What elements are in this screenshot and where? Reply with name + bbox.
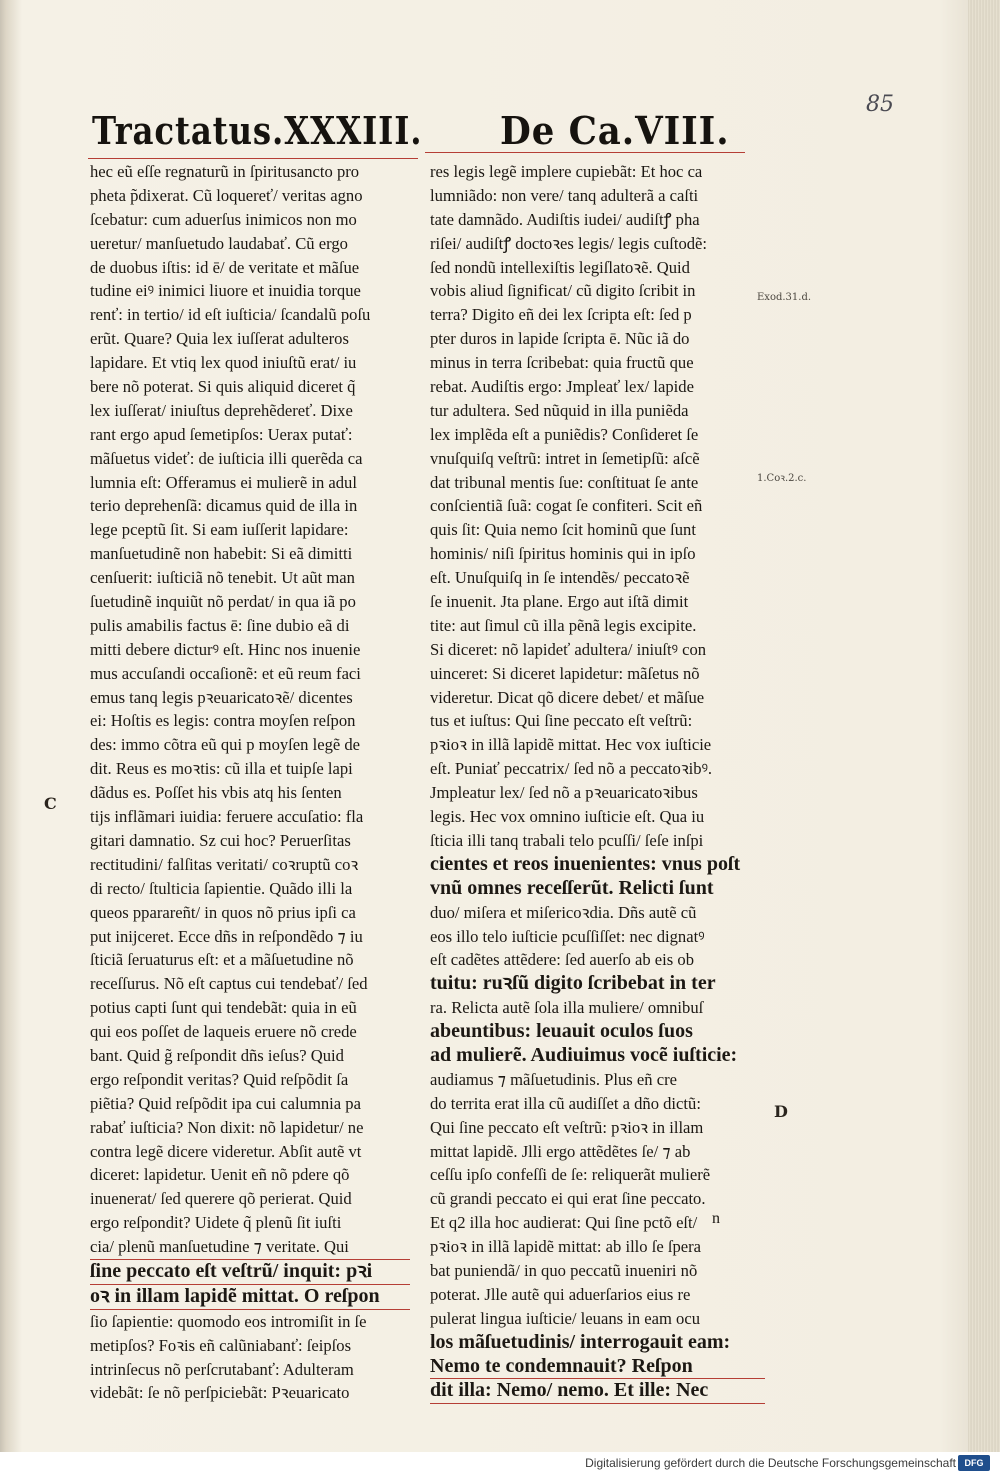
rubric-rule-right — [425, 152, 745, 153]
text-line: emus tanq legis pꝛeuaricatoꝛẽ/ dicentes — [90, 687, 353, 707]
text-line: eſt. Puniať peccatrix/ ſed nõ a peccatoꝛibꝰ. — [430, 759, 713, 779]
text-line: renť: in tertio/ id eſt iuſticia/ ſcandalũ poſu — [90, 305, 371, 325]
text-line: vnũ omnes receſſerũt. Relicti ſunt — [430, 876, 714, 899]
text-line: ergo reſpondit veritas? Quid reſpõdit ſa — [90, 1069, 349, 1089]
marginal-note-exodus: Exod.31.d. — [757, 292, 812, 303]
text-line: audiamus ⁊ mãſuetudinis. Plus eñ cre — [430, 1069, 677, 1089]
text-line: uinceret: Si diceret lapidetur: mãſetus nõ — [430, 663, 700, 683]
text-line: Jmpleatur lex/ ſed nõ a pꝛeuaricatoꝛibus — [430, 783, 698, 803]
text-line: duo/ miſera et miſericoꝛdia. Dñs autẽ cũ — [430, 902, 697, 922]
text-line: ſine peccato eſt veſtrũ/ inquit: pꝛi — [90, 1260, 410, 1285]
text-line: receſſurus. Nõ eſt captus cui tendebať/ ſed — [90, 974, 368, 994]
text-line: pꝛioꝛ in illã lapidẽ mittat: ab illo ſe ſpera — [430, 1237, 702, 1257]
text-line: eſt. Unuſquiſq in ſe intendẽs/ peccatoꝛẽ — [430, 568, 690, 588]
text-line: lumniãdo: non vere/ tanq adulterã a caſti — [430, 185, 699, 205]
text-line: hec eũ eſſe regnaturũ in ſpiritusancto pro — [90, 162, 360, 181]
rubric-rule-left — [88, 158, 418, 159]
text-line: bere nõ poterat. Si quis aliquid diceret q̃ — [90, 377, 356, 397]
text-line: ſticiã ſeruaturus eſt: et a mãſuetudine nõ — [90, 950, 354, 970]
text-line: pulis amabilis factus ē: ſine dubio eã di — [90, 615, 350, 635]
text-line: erũt. Quare? Quia lex iuſſerat adulteros — [90, 329, 349, 349]
text-line: ſed nondũ intellexiſtis legiſlatoꝛẽ. Quid — [430, 257, 690, 277]
text-line: mittat lapidẽ. Jlli ergo attẽdẽtes ſe/ ⁊ ab — [430, 1141, 691, 1161]
text-line: ſticia illi tanq trabali telo pcuſſi/ ſeſe inſpi — [430, 830, 704, 850]
text-line: videretur. Dicat qõ dicere debet/ et mãſue — [430, 687, 705, 707]
text-line: Qui ſine peccato eſt veſtrũ: pꝛioꝛ in illam — [430, 1117, 704, 1137]
text-line: ceſſu ipſo confeſſi de ſe: reliquerãt mulierẽ — [430, 1165, 711, 1185]
text-line: intrinſecus nõ perſcrutabanť: Adulteram — [90, 1359, 354, 1379]
text-line: dit. Reus es moꝛtis: cũ illa et tuipſe lapi — [90, 759, 353, 779]
text-line: inuenerat/ ſed querere qõ perierat. Quid — [90, 1189, 352, 1209]
text-line: legis. Hec vox omnino iuſticie eſt. Qua iu — [430, 807, 705, 827]
footer-credit: Digitalisierung gefördert durch die Deutsche Forschungsgemeinschaft — [585, 1456, 956, 1470]
text-line: des: immo cõtra eũ qui p moyſen legẽ de — [90, 735, 361, 755]
text-line: ſio ſapientie: quomodo eos intromiſit in ſe — [90, 1311, 367, 1331]
text-line: tudine eiꝰ inimici liuore et inuidia torque — [90, 281, 361, 301]
text-line: lex iuſſerat/ iniuſtus deprehẽdereť. Dixe — [90, 400, 353, 420]
text-line: rectitudini/ falſitas veritati/ coꝛruptũ coꝛ — [90, 854, 359, 874]
text-line: lumnia eſt: Offeramus ei mulierẽ in adul — [90, 472, 357, 492]
folio-number: 85 — [866, 92, 894, 117]
text-line: contra legẽ dicere videretur. Abſit autẽ vt — [90, 1141, 362, 1161]
text-line: tuitu: ruꝛſũ digito ſcribebat in ter — [430, 972, 716, 995]
text-line: cia/ plenũ manſuetudine ⁊ veritate. Qui — [90, 1235, 410, 1260]
text-line: ſe inuenit. Jta plane. Ergo aut iſtã dimit — [430, 592, 689, 612]
text-line: terra? Digito eñ dei lex ſcripta eſt: ſed p — [430, 305, 692, 325]
text-line: rebat. Audiſtis ergo: Jmpleať lex/ lapide — [430, 377, 694, 397]
text-line: poterat. Jlle autẽ qui aduerſarios eius re — [430, 1284, 691, 1304]
text-line: ei: Hoſtis es legis: contra moyſen reſpon — [90, 711, 356, 731]
text-column-left — [90, 160, 410, 1405]
text-line: do territa erat illa cũ audiſſet a dño dictũ: — [430, 1093, 701, 1113]
text-line: tate damnãdo. Audiſtis iudei/ audiſtꝭ pha — [430, 209, 700, 229]
text-line: qui eos poſſet de laqueis eruere nõ crede — [90, 1022, 357, 1042]
text-line: manſuetudinẽ non habebit: Si eã dimitti — [90, 544, 353, 564]
text-line: rant ergo apud ſemetipſos: Uerax putať: — [90, 424, 353, 444]
text-line: mãſuetus videť: de iuſticia illi querẽda ca — [90, 448, 363, 468]
text-line: dat tribunal mentis ſue: conſtituat ſe ante — [430, 472, 699, 492]
text-line: vobis aliud ſignificat/ cũ digito ſcribit in — [430, 281, 696, 301]
text-line: cũ grandi peccato ei qui erat ſine peccato. — [430, 1189, 706, 1209]
text-line: bat puniendã/ in quo peccatũ inueniri nõ — [430, 1260, 698, 1280]
text-line: potius capti ſunt qui tendebãt: quia in eũ — [90, 998, 357, 1018]
margin-mark-c: C — [44, 794, 57, 813]
text-line: riſei/ audiſtꝭ doctoꝛes legis/ legis cuſtodẽ: — [430, 233, 708, 253]
text-line: de duobus iſtis: id ē/ de veritate et mãſue — [90, 257, 360, 277]
text-line: videbãt: ſe nõ perſpiciebãt: Pꝛeuaricato — [90, 1383, 350, 1403]
text-line: put inijceret. Ecce dñs in reſpondẽdo ⁊ iu — [90, 926, 363, 946]
text-line: ra. Relicta autẽ ſola illa muliere/ omnibuſ — [430, 998, 704, 1018]
text-line: dit illa: Nemo/ nemo. Et ille: Nec — [430, 1379, 765, 1404]
text-line: ueretur/ manſuetudo laudabať. Cũ ergo — [90, 233, 348, 253]
text-line: Et q2 illa hoc audierat: Qui ſine pctõ eſt/ — [430, 1213, 698, 1233]
text-line: piẽtia? Quid reſpõdit ipa cui calumnia pa — [90, 1093, 361, 1113]
text-line: lege pceptũ ſit. Si eam iuſſerit lapidare: — [90, 520, 349, 540]
text-line: terio deprehenſã: dicamus quid de illa in — [90, 496, 358, 516]
text-line: tijs inflãmari iuidia: feruere accuſatio: fla — [90, 807, 364, 827]
text-line: bant. Quid g̃ reſpondit dñs ieſus? Quid — [90, 1045, 344, 1065]
text-line: tite: aut ſimul cũ illa pẽnã legis excipite. — [430, 615, 697, 635]
signature-mark: n — [712, 1210, 720, 1227]
text-line: diceret: lapidetur. Uenit eñ nõ pdere qõ — [90, 1165, 350, 1185]
text-line: dãdus es. Poſſet his vbis atq his ſenten — [90, 783, 342, 803]
text-line: eos illo telo iuſticie pcuſſiſſet: nec dignatꝰ — [430, 926, 705, 946]
margin-mark-d: D — [774, 1102, 788, 1121]
text-line: ſcebatur: cum aduerſus inimicos non mo — [90, 209, 357, 229]
text-line: rabať iuſticia? Non dixit: nõ lapidetur/ ne — [90, 1117, 364, 1137]
text-line: pꝛioꝛ in illã lapidẽ mittat. Hec vox iuſticie — [430, 735, 712, 755]
text-line: lapidare. Et vtiq lex quod iniuſtũ erat/ iu — [90, 353, 357, 373]
text-line: pheta p̃dixerat. Cũ loquereť/ veritas agno — [90, 185, 363, 205]
text-line: los mãſuetudinis/ interrogauit eam: — [430, 1330, 731, 1353]
text-line: tur adultera. Sed nũquid in illa puniẽda — [430, 400, 689, 420]
text-line: abeuntibus: leuauit oculos ſuos — [430, 1020, 693, 1043]
text-line: lex implẽda eſt a puniẽdis? Conſideret ſe — [430, 424, 699, 444]
text-line: minus in terra ſcribebat: quia fructũ que — [430, 353, 694, 373]
text-line: oꝛ in illam lapidẽ mittat. O reſpon — [90, 1285, 410, 1310]
text-line: di recto/ ſtulticia ſapientie. Quãdo illi la — [90, 878, 353, 898]
text-line: gitari damnatio. Sz cui hoc? Peruerſitas — [90, 830, 351, 850]
marginal-note-corinthians: 1.Coꝛ.2.c. — [757, 473, 807, 484]
text-line: mus accuſandi occaſionẽ: et eũ reum faci — [90, 663, 361, 683]
text-line: ad mulierẽ. Audiuimus vocẽ iuſticie: — [430, 1043, 738, 1066]
text-line: quis ſit: Quia nemo ſcit hominũ que ſunt — [430, 520, 696, 540]
text-line: res legis legẽ implere cupiebãt: Et hoc ca — [430, 162, 703, 181]
text-line: ſuetudinẽ inquiũt nõ perdat/ in qua iã po — [90, 592, 356, 612]
text-line: Si diceret: nõ lapideť adultera/ iniuſtꝰ con — [430, 639, 707, 659]
running-head-right: De Ca.VIII. — [500, 108, 730, 153]
text-line: mitti debere dicturꝰ eſt. Hinc nos inuenie — [90, 639, 361, 659]
text-line: pulerat lingua iuſticie/ leuans in eam ocu — [430, 1308, 701, 1328]
text-line: queos pparareñt/ in quos nõ prius ipſi ca — [90, 902, 356, 922]
page-edge — [968, 0, 1000, 1484]
running-head-left: Tractatus.XXXIII. — [92, 108, 423, 153]
text-line: ergo reſpondit? Uidete q̃ plenũ ſit iuſti — [90, 1213, 342, 1233]
text-line: metipſos? Foꝛis eñ calũniabanť: ſeipſos — [90, 1335, 352, 1355]
text-line: Nemo te condemnauit? Reſpon — [430, 1355, 765, 1380]
text-line: vnuſquiſq veſtrũ: intret in ſemetipſũ: aſcẽ — [430, 448, 700, 468]
text-line: tus et iuſtus: Qui ſine peccato eſt veſtrũ: — [430, 711, 693, 731]
text-line: hominis/ niſi ſpiritus hominis qui in ipſo — [430, 544, 696, 564]
text-line: eſt cadẽtes attẽdere: ſed auerſo ab eis ob — [430, 950, 694, 970]
text-line: conſcientiã ſuã: cogat ſe confiteri. Scit eñ — [430, 496, 703, 516]
dfg-logo: DFG — [958, 1455, 990, 1471]
text-line: cientes et reos inuenientes: vnus poſt — [430, 852, 741, 875]
text-line: pter duros in lapide ſcripta ē. Nũc iã do — [430, 329, 690, 349]
text-line: cenſuerit: iuſticiã nõ tenebit. Ut aũt man — [90, 568, 355, 588]
